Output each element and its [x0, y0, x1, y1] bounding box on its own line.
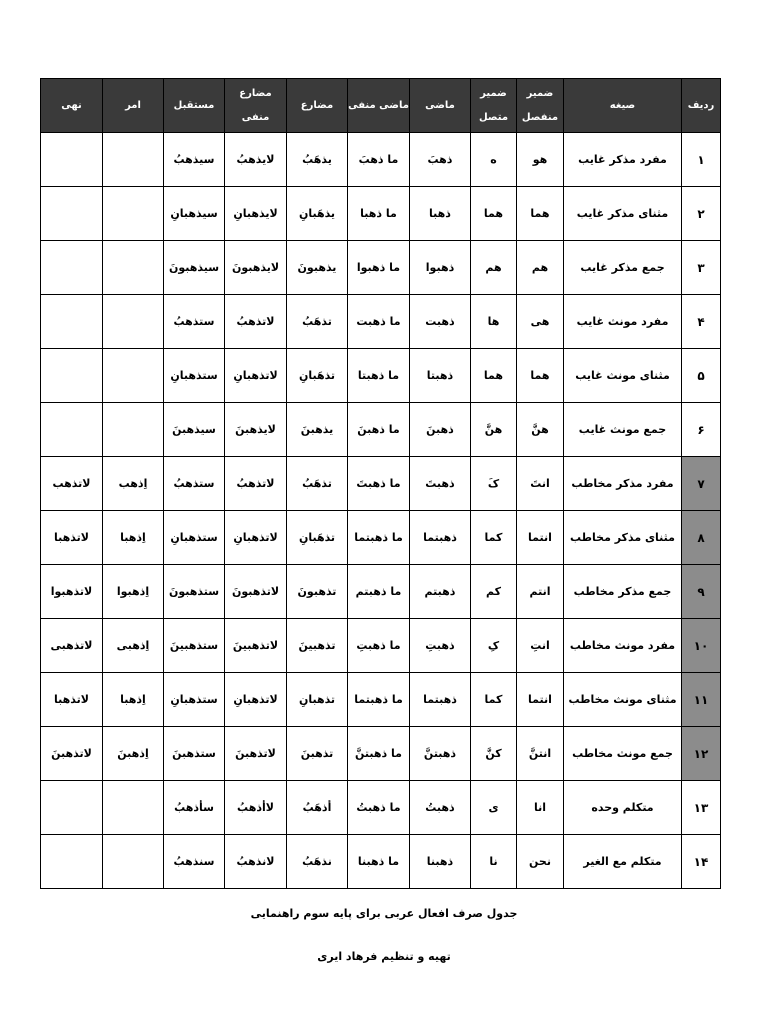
table-cell: [103, 295, 164, 349]
table-cell: لایذهبونَ: [225, 241, 287, 295]
table-cell: لاتذهبا: [41, 673, 103, 727]
table-cell: [41, 241, 103, 295]
table-cell: نحن: [517, 835, 564, 889]
table-row: [41, 403, 721, 457]
row-number-cell: ۱۱: [682, 673, 721, 727]
table-row: [41, 187, 721, 241]
table-cell: سیذهبانِ: [164, 187, 225, 241]
table-cell: تذهبونَ: [287, 565, 348, 619]
table-cell: لاتذهبانِ: [225, 511, 287, 565]
row-number-cell: ۱۴: [682, 835, 721, 889]
table-cell: لاتذهبُ: [225, 457, 287, 511]
table-cell: تذهَبانِ: [287, 349, 348, 403]
table-cell: هو: [517, 133, 564, 187]
table-cell: ما ذهبَ: [348, 133, 410, 187]
table-row: [41, 565, 721, 619]
form-name-cell: مفرد مذکر مخاطب: [564, 457, 682, 511]
table-cell: کم: [471, 565, 517, 619]
table-cell: سیذهبونَ: [164, 241, 225, 295]
column-header: مضارع: [287, 79, 348, 133]
table-cell: یذهَبُ: [287, 133, 348, 187]
table-row: [41, 511, 721, 565]
table-cell: ما ذهبتما: [348, 511, 410, 565]
form-name-cell: جمع مونث غایب: [564, 403, 682, 457]
table-cell: [41, 187, 103, 241]
row-number-cell: ۱۳: [682, 781, 721, 835]
table-header: [41, 79, 721, 133]
table-cell: ذهبتما: [410, 511, 471, 565]
table-cell: سنذهبُ: [164, 835, 225, 889]
table-cell: [41, 349, 103, 403]
table-cell: ذهبنا: [410, 835, 471, 889]
column-header: نهی: [41, 79, 103, 133]
table-cell: [41, 295, 103, 349]
table-cell: ما ذهبتنَّ: [348, 727, 410, 781]
table-cell: [103, 133, 164, 187]
row-number-cell: ۶: [682, 403, 721, 457]
table-row: [41, 619, 721, 673]
table-cell: ستذهبانِ: [164, 511, 225, 565]
table-cell: انتما: [517, 673, 564, 727]
table-cell: [103, 241, 164, 295]
table-cell: هما: [471, 187, 517, 241]
table-cell: تذهبینَ: [287, 619, 348, 673]
table-row: [41, 673, 721, 727]
table-cell: ذهبتما: [410, 673, 471, 727]
table-cell: کما: [471, 511, 517, 565]
column-header: ضمیر متصل: [471, 79, 517, 133]
table-cell: لاتذهبا: [41, 511, 103, 565]
table-cell: نا: [471, 835, 517, 889]
table-cell: ذهبت: [410, 295, 471, 349]
row-number-cell: ۲: [682, 187, 721, 241]
table-cell: [103, 403, 164, 457]
table-cell: ها: [471, 295, 517, 349]
row-number-cell: ۴: [682, 295, 721, 349]
table-cell: نذهَبُ: [287, 835, 348, 889]
form-name-cell: جمع مذکر مخاطب: [564, 565, 682, 619]
table-cell: ما ذهبت: [348, 295, 410, 349]
table-cell: کما: [471, 673, 517, 727]
table-cell: هنَّ: [517, 403, 564, 457]
table-cell: کَ: [471, 457, 517, 511]
table-cell: لاتذهبی: [41, 619, 103, 673]
table-cell: لاتذهبانِ: [225, 349, 287, 403]
table-cell: اِذهب: [103, 457, 164, 511]
table-cell: تذهبانِ: [287, 673, 348, 727]
table-cell: [103, 187, 164, 241]
table-cell: هما: [471, 349, 517, 403]
table-cell: ذهبتا: [410, 349, 471, 403]
table-row: [41, 781, 721, 835]
table-cell: ستذهبُ: [164, 457, 225, 511]
table-cell: لاتذهبنَ: [225, 727, 287, 781]
table-body: [41, 133, 721, 889]
column-header: صیغه: [564, 79, 682, 133]
table-cell: سیذهبُ: [164, 133, 225, 187]
table-cell: ذهبتِ: [410, 619, 471, 673]
header-row: [41, 79, 721, 133]
table-cell: انتم: [517, 565, 564, 619]
table-row: [41, 295, 721, 349]
table-row: [41, 727, 721, 781]
column-header: مستقبل: [164, 79, 225, 133]
table-cell: اِذهبا: [103, 511, 164, 565]
table-cell: هنَّ: [471, 403, 517, 457]
column-header: ماضی منفی: [348, 79, 410, 133]
column-header: ضمیر منفصل: [517, 79, 564, 133]
table-cell: انتما: [517, 511, 564, 565]
caption-author: تهیه و تنظیم فرهاد ایری: [317, 950, 451, 963]
table-cell: لانذهبُ: [225, 835, 287, 889]
table-cell: انتِ: [517, 619, 564, 673]
table-cell: انا: [517, 781, 564, 835]
table-cell: لاتذهبونَ: [225, 565, 287, 619]
form-name-cell: مثنای مونث غایب: [564, 349, 682, 403]
table-cell: انتَ: [517, 457, 564, 511]
table-cell: [41, 835, 103, 889]
column-header: امر: [103, 79, 164, 133]
table-cell: [41, 133, 103, 187]
table-cell: لاتذهبانِ: [225, 673, 287, 727]
table-cell: هم: [471, 241, 517, 295]
row-number-cell: ۱۲: [682, 727, 721, 781]
table-cell: لاتذهب: [41, 457, 103, 511]
row-number-cell: ۱۰: [682, 619, 721, 673]
table-cell: لایذهبانِ: [225, 187, 287, 241]
table-cell: ما ذهبتما: [348, 673, 410, 727]
table-cell: ذهبَ: [410, 133, 471, 187]
table-row: [41, 133, 721, 187]
column-header: مضارع منفی: [225, 79, 287, 133]
table-cell: [103, 781, 164, 835]
table-cell: ما ذهبوا: [348, 241, 410, 295]
table-row: [41, 457, 721, 511]
table-cell: ستذهبینَ: [164, 619, 225, 673]
table-cell: تذهَبُ: [287, 295, 348, 349]
table-cell: سأذهبُ: [164, 781, 225, 835]
table-row: [41, 349, 721, 403]
row-number-cell: ۵: [682, 349, 721, 403]
table-cell: تذهبنَ: [287, 727, 348, 781]
table-cell: [41, 781, 103, 835]
table-cell: هما: [517, 349, 564, 403]
conjugation-table: [40, 78, 721, 889]
form-name-cell: جمع مذکر غایب: [564, 241, 682, 295]
table-cell: ستذهبونَ: [164, 565, 225, 619]
form-name-cell: مثنای مونث مخاطب: [564, 673, 682, 727]
table-cell: تذهَبانِ: [287, 511, 348, 565]
table-cell: ذهبتم: [410, 565, 471, 619]
row-number-cell: ۹: [682, 565, 721, 619]
table-cell: ستذهبنَ: [164, 727, 225, 781]
table-cell: لاتذهبنَ: [41, 727, 103, 781]
table-cell: کنَّ: [471, 727, 517, 781]
table-cell: سیذهبنَ: [164, 403, 225, 457]
table-cell: ما ذهبتُ: [348, 781, 410, 835]
table-cell: [41, 403, 103, 457]
row-number-cell: ۸: [682, 511, 721, 565]
table-cell: ما ذهبنا: [348, 835, 410, 889]
form-name-cell: جمع مونث مخاطب: [564, 727, 682, 781]
table-cell: یذهبونَ: [287, 241, 348, 295]
column-header: ماضی: [410, 79, 471, 133]
caption-title: جدول صرف افعال عربی برای پایه سوم راهنمایی: [250, 907, 518, 920]
table-cell: اِذهبوا: [103, 565, 164, 619]
table-cell: ذهبوا: [410, 241, 471, 295]
form-name-cell: متکلم وحده: [564, 781, 682, 835]
table-row: [41, 241, 721, 295]
table-cell: أذهَبُ: [287, 781, 348, 835]
table-cell: [103, 835, 164, 889]
table-cell: اِذهبا: [103, 673, 164, 727]
table-cell: لاأذهبُ: [225, 781, 287, 835]
table-cell: ذهبتنَّ: [410, 727, 471, 781]
table-cell: لایذهبُ: [225, 133, 287, 187]
table-cell: ذهبنَ: [410, 403, 471, 457]
table-cell: ما ذهبتم: [348, 565, 410, 619]
column-header: ردیف: [682, 79, 721, 133]
table-cell: ما ذهبا: [348, 187, 410, 241]
table-cell: اِذهبنَ: [103, 727, 164, 781]
table-cell: ما ذهبتا: [348, 349, 410, 403]
table-cell: ما ذهبنَ: [348, 403, 410, 457]
form-name-cell: مثنای مذکر مخاطب: [564, 511, 682, 565]
form-name-cell: مثنای مذکر غایب: [564, 187, 682, 241]
table-cell: ذهبتَ: [410, 457, 471, 511]
table-cell: ستذهبانِ: [164, 673, 225, 727]
form-name-cell: مفرد مذکر غایب: [564, 133, 682, 187]
table-cell: هم: [517, 241, 564, 295]
table-cell: لاتذهبوا: [41, 565, 103, 619]
table-cell: یذهَبانِ: [287, 187, 348, 241]
row-number-cell: ۱: [682, 133, 721, 187]
table-cell: ما ذهبتَ: [348, 457, 410, 511]
table-cell: ستذهبُ: [164, 295, 225, 349]
table-cell: لایذهبنَ: [225, 403, 287, 457]
form-name-cell: متکلم مع الغیر: [564, 835, 682, 889]
table-cell: هی: [517, 295, 564, 349]
form-name-cell: مفرد مونث غایب: [564, 295, 682, 349]
table-cell: ستذهبانِ: [164, 349, 225, 403]
table-cell: ذهبا: [410, 187, 471, 241]
table-cell: لاتذهبینَ: [225, 619, 287, 673]
row-number-cell: ۳: [682, 241, 721, 295]
table-cell: انتنَّ: [517, 727, 564, 781]
form-name-cell: مفرد مونث مخاطب: [564, 619, 682, 673]
table-cell: [103, 349, 164, 403]
table-cell: تذهَبُ: [287, 457, 348, 511]
table-cell: ما ذهبتِ: [348, 619, 410, 673]
row-number-cell: ۷: [682, 457, 721, 511]
table-row: [41, 835, 721, 889]
table-cell: ذهبتُ: [410, 781, 471, 835]
table-cell: کِ: [471, 619, 517, 673]
table-cell: لاتذهبُ: [225, 295, 287, 349]
table-cell: ه: [471, 133, 517, 187]
table-cell: یذهبنَ: [287, 403, 348, 457]
table-cell: هما: [517, 187, 564, 241]
table-cell: اِذهبی: [103, 619, 164, 673]
table-cell: ی: [471, 781, 517, 835]
